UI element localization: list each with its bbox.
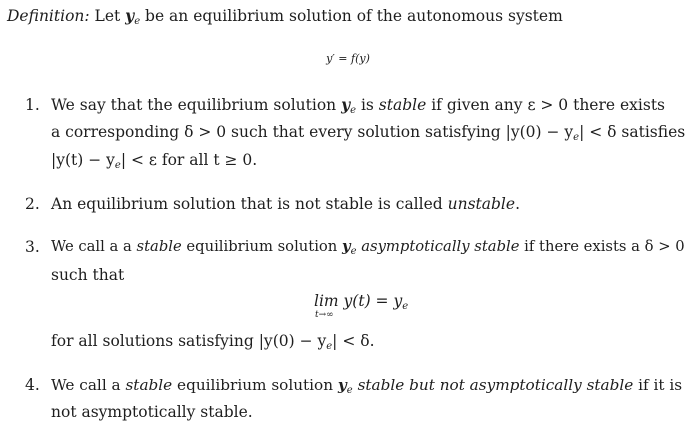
item-3-text: We call a a [51,238,137,255]
item-4-text: if it is [633,376,683,394]
intro-text-after: be an equilibrium solution of the autonomous system [140,7,563,25]
item-3-line-1 [51,237,685,262]
sub-e: e [326,341,333,352]
item-3-text: equilibrium solution [181,238,342,255]
item-4-text: We call a [51,376,126,394]
system-equation: y′ = f(y) [326,52,370,65]
item-1-text: is [356,96,379,114]
item-3-text: if there exists a δ > 0 [519,238,685,255]
item-4-line-1 [51,375,682,401]
term-stable: stable [125,376,173,394]
definition-label: Definition: [7,7,90,25]
item-2-line-1 [51,194,520,214]
sub-e: e [114,160,121,171]
item-1-text: | < ε for all t ≥ 0. [120,151,258,169]
item-4-number: 4. [25,376,40,394]
item-1-line-3 [51,150,257,176]
item-1-line-2 [51,122,685,148]
definition-intro [7,6,563,32]
sub-e: e [573,132,580,143]
var-y: y [341,95,351,114]
item-2-text: . [515,195,521,213]
item-1-text: We say that the equilibrium solution [51,96,342,114]
item-3-line-3 [51,331,375,357]
item-2-text: An equilibrium solution that is not stable is called [51,195,448,213]
sub-e: e [346,385,353,396]
sub-e: e [402,301,409,312]
term-asymptotically-stable: asymptotically stable [361,238,520,255]
limit-subscript: t→∞ [315,310,334,320]
item-1-line-1 [51,95,665,121]
sub-e: e [350,246,357,257]
item-1-text: |y(t) − y [51,151,115,169]
intro-text-before: Let [94,7,126,25]
item-2-number: 2. [25,195,40,213]
item-3-text: | < δ. [332,332,375,350]
sub-e: e [134,16,141,27]
item-3-line-2: such that [51,266,125,284]
item-3-text: for all solutions satisfying |y(0) − y [51,332,327,350]
item-1-text: if given any ε > 0 there exists [426,96,666,114]
sub-e: e [350,105,357,116]
term-unstable: unstable [447,195,516,213]
term-stable: stable [136,238,182,255]
var-y: y [125,6,135,25]
item-1-text: a corresponding δ > 0 such that every solution satisfying |y(0) − y [51,123,574,141]
term-stable: stable [378,96,427,114]
item-4-text: equilibrium solution [172,376,338,394]
var-y: y [337,376,347,394]
var-y: y [342,238,351,255]
item-1-text: | < δ satisfies [579,123,686,141]
limit-expression: lim y(t) = y [314,292,403,310]
item-1-number: 1. [25,96,40,114]
item-4-line-2: not asymptotically stable. [51,403,253,421]
term-stable-not-asymptotic: stable but not asymptotically stable [357,376,634,394]
item-3-number: 3. [25,238,40,256]
